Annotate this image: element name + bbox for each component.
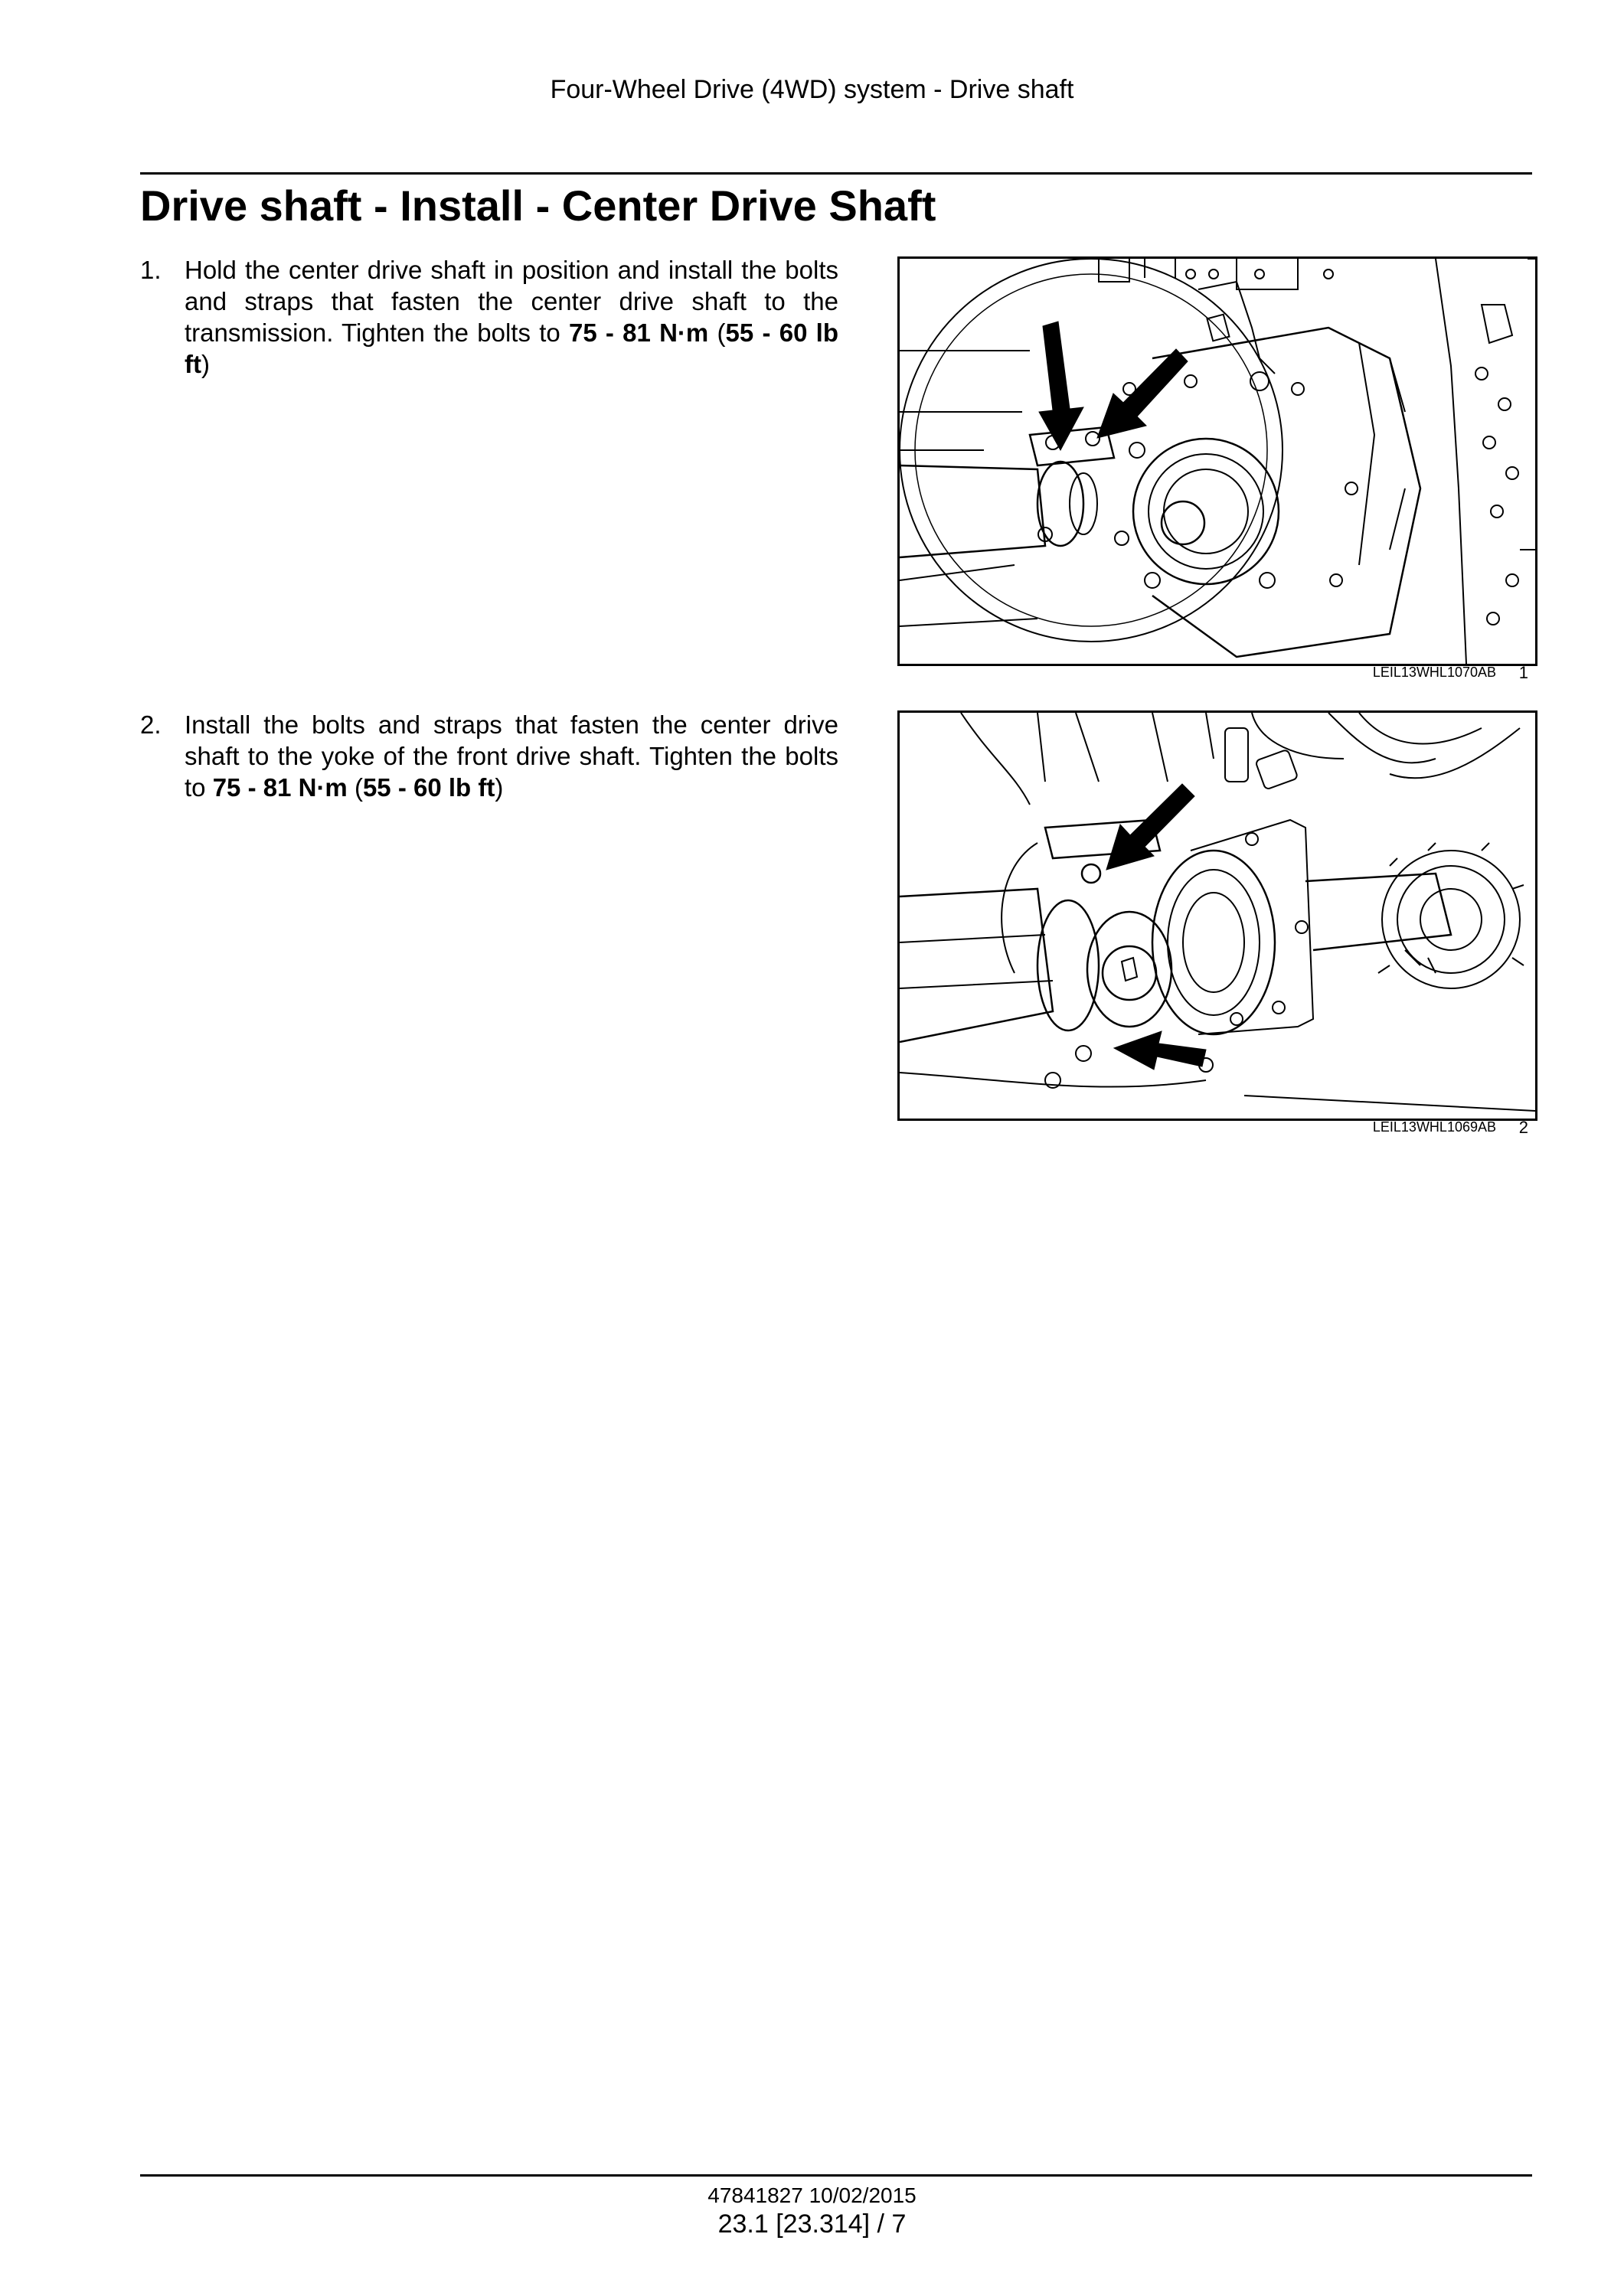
figure-2-illustration: [900, 713, 1535, 1119]
header-rule: [140, 172, 1532, 175]
torque-paren-open: (: [347, 773, 363, 802]
step-1: [140, 254, 838, 380]
torque-nm: 75 - 81 N·m: [212, 773, 348, 802]
torque-paren-close: ): [495, 773, 504, 802]
step-text: [185, 254, 838, 380]
step-number: 1.: [140, 256, 162, 284]
footer-page-number: 23.1 [23.314] / 7: [717, 2209, 907, 2239]
torque-paren-open: (: [708, 318, 726, 347]
figure-number: 1: [1518, 663, 1528, 682]
figure-1-illustration: [900, 259, 1535, 664]
figure-1: [897, 256, 1537, 666]
step-text-body: Install the bolts and straps that fasten the center drive shaft to the yoke of the front drive shaft. Tighten the bolts to: [185, 710, 838, 802]
footer-rule: [140, 2174, 1532, 2177]
torque-nm: 75 - 81 N·m: [568, 318, 709, 347]
figure-code: LEIL13WHL1070AB: [1372, 665, 1496, 680]
figure-number: 2: [1518, 1118, 1528, 1137]
page-header: Four-Wheel Drive (4WD) system - Drive shaft: [550, 75, 1074, 104]
torque-lbft: 55 - 60 lb ft: [362, 773, 495, 802]
torque-paren-close: ): [201, 350, 210, 378]
step-2: [140, 709, 838, 803]
footer-doc-number: 47841827 10/02/2015: [707, 2183, 917, 2207]
torque-lbft: 55 - 60 lb ft: [185, 318, 838, 378]
page-title: Drive shaft - Install - Center Drive Shaft: [140, 181, 936, 230]
figure-code: LEIL13WHL1069AB: [1372, 1119, 1496, 1135]
step-text: [185, 709, 838, 803]
step-text-body: Hold the center drive shaft in position and install the bolts and straps that fasten the center drive shaft to the transmission. Tighten the bolts to: [185, 256, 838, 347]
figure-2: [897, 710, 1537, 1121]
step-number: 2.: [140, 710, 162, 739]
